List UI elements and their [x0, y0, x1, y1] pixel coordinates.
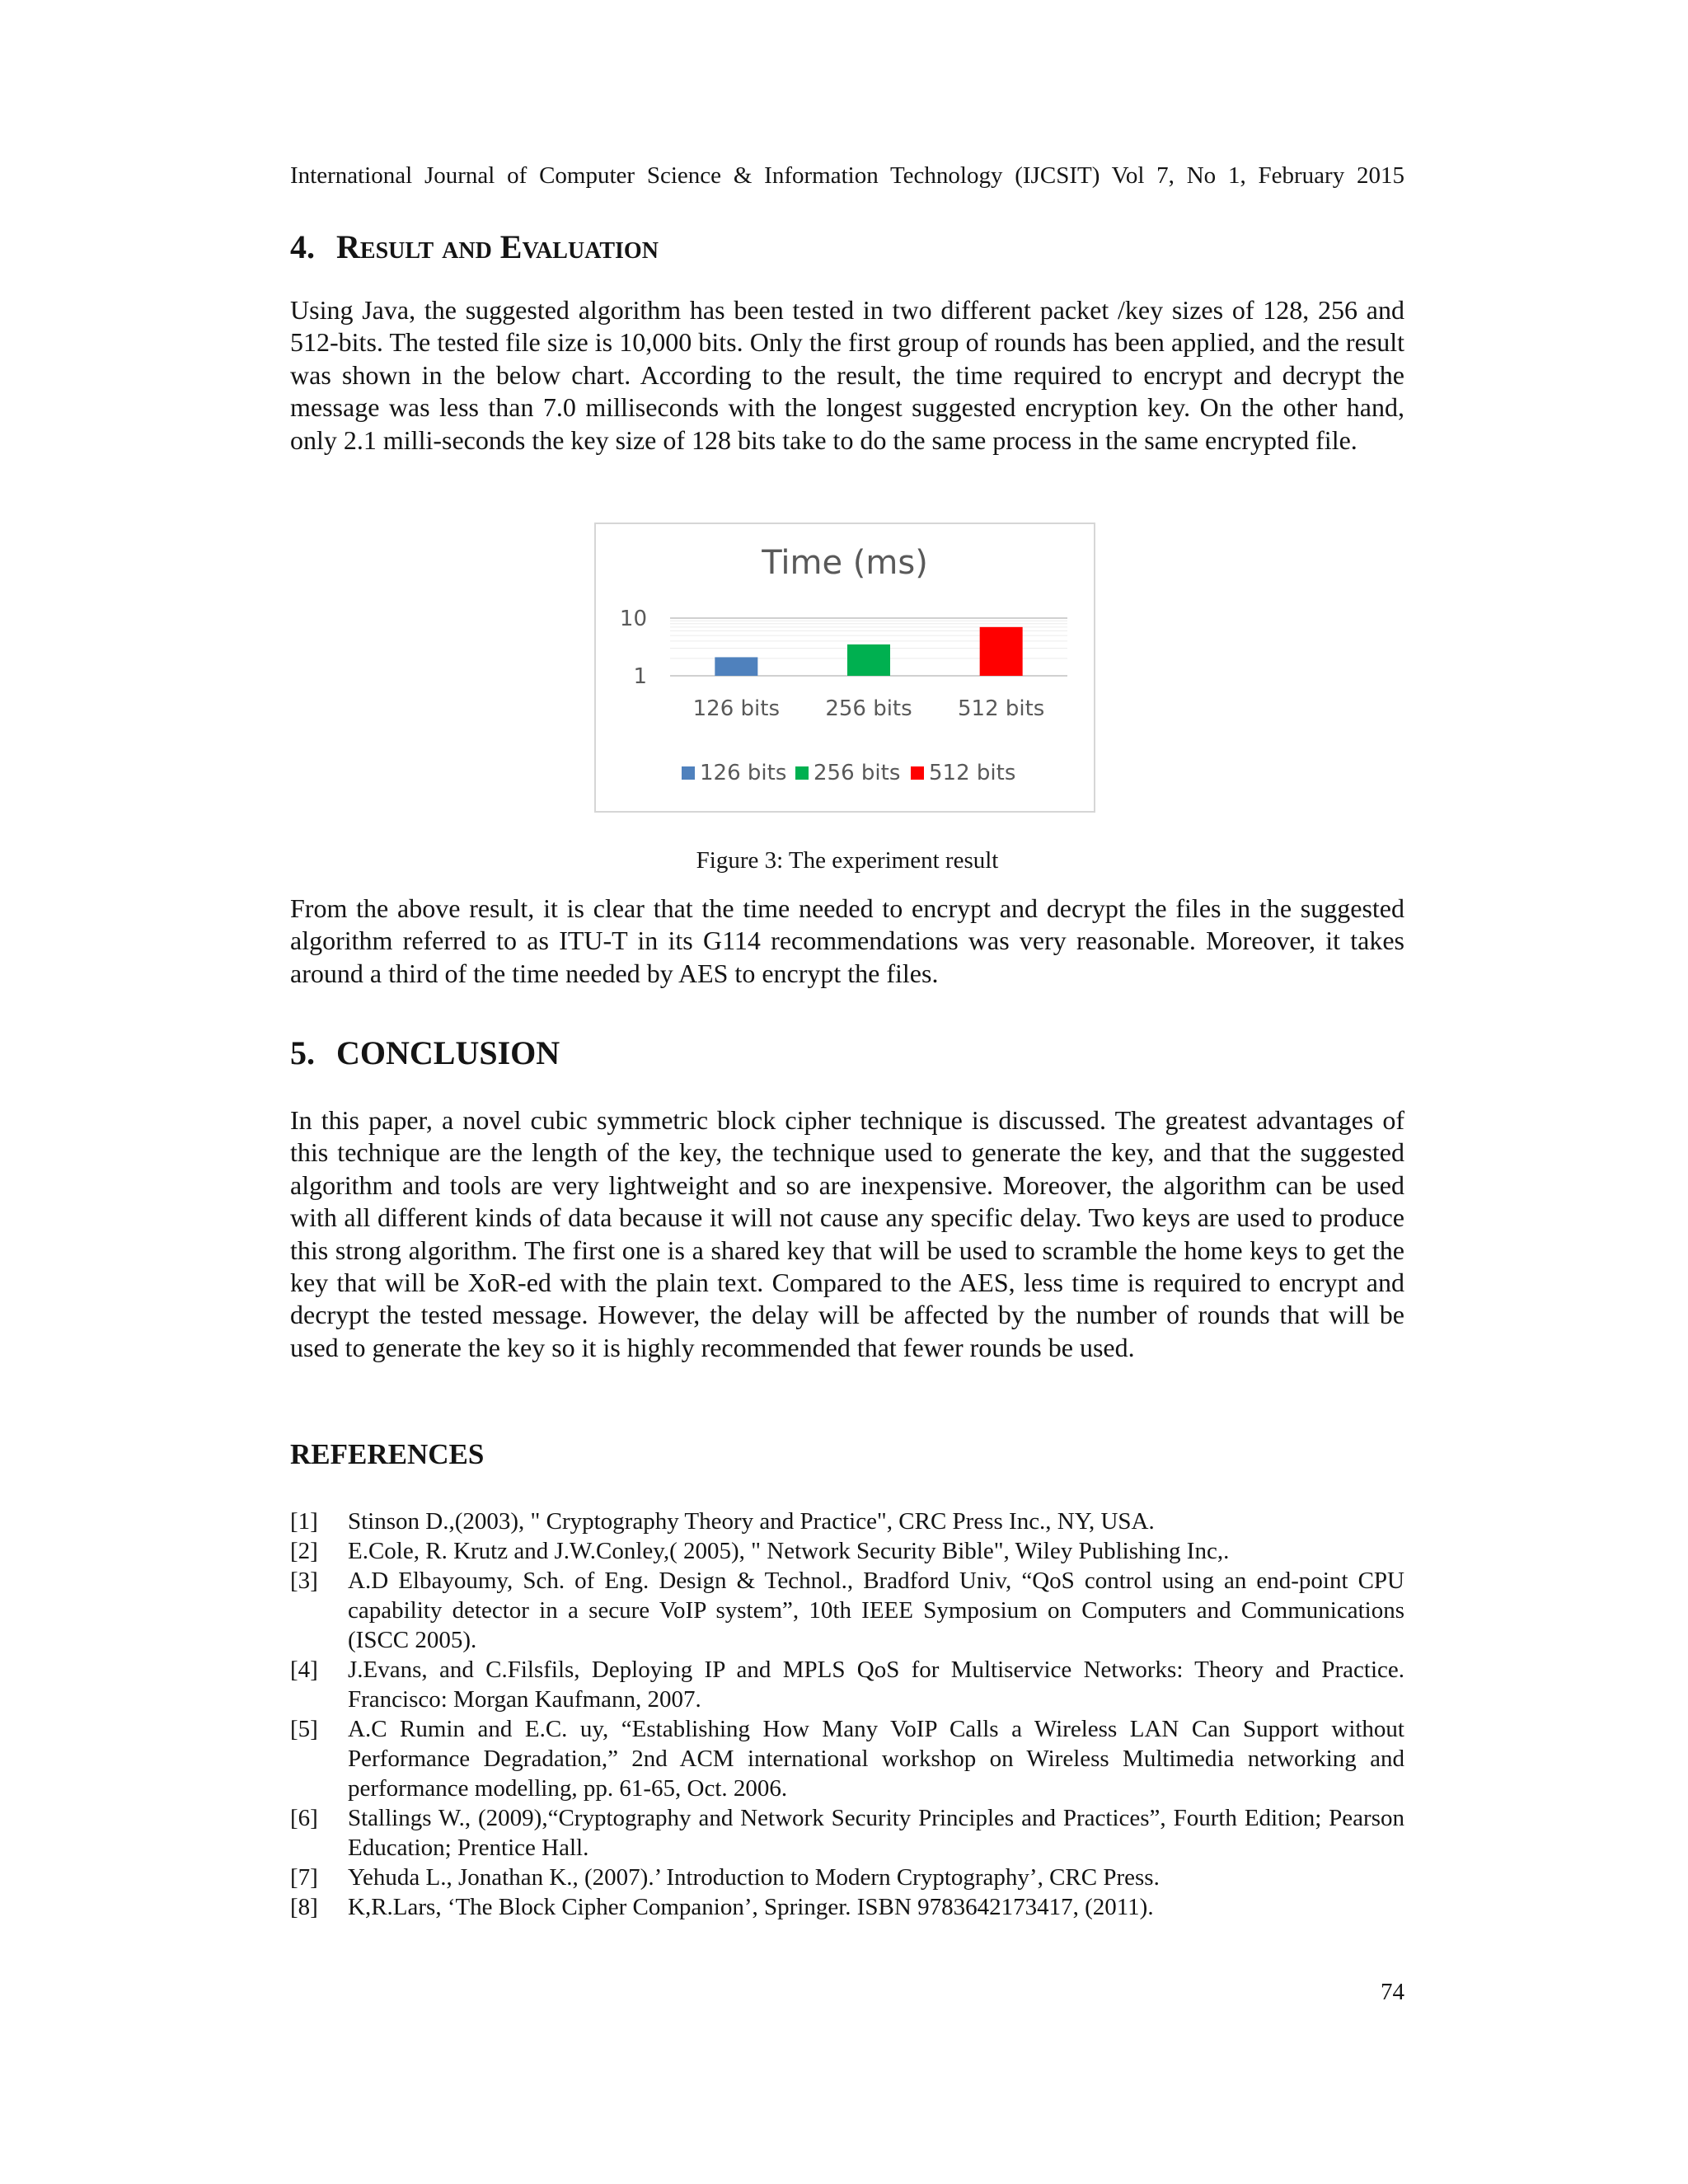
chart-x-label: 256 bits [825, 696, 912, 721]
section-5-heading [290, 1034, 560, 1072]
reference-item [290, 1863, 1404, 1892]
reference-text: J.Evans, and C.Filsfils, Deploying IP and MPLS QoS for Multiservice Networks: Theory and Practice. Francisco: Morgan Kaufmann, 2007. [348, 1657, 1404, 1713]
chart-svg [596, 524, 1094, 811]
chart-x-label: 126 bits [692, 696, 781, 721]
reference-number: [4] [290, 1657, 318, 1683]
reference-text: Stinson D.,(2003), " Cryptography Theory and Practice", CRC Press Inc., NY, USA. [348, 1508, 1155, 1535]
running-head: International Journal of Computer Science & Information Technology (IJCSIT) Vol 7, No 1, February 2015 [290, 162, 1404, 189]
reference-text: Stallings W., (2009),“Cryptography and Network Security Principles and Practices”, Fourth Edition; Pearson Education; Prentice Hall. [348, 1805, 1404, 1861]
chart-bar [847, 644, 890, 676]
chart-bars [715, 627, 1022, 676]
chart-legend-label: 512 bits [929, 761, 1016, 785]
reference-item [290, 1536, 1404, 1566]
section-4-title: Result and Evaluation [336, 228, 659, 265]
chart-legend-swatch [911, 766, 924, 780]
chart-bar [980, 627, 1023, 676]
reference-number: [1] [290, 1508, 318, 1535]
chart-legend [682, 761, 1015, 785]
page-number: 74 [1381, 1979, 1404, 2005]
section-4-paragraph-2: From the above result, it is clear that the time needed to encrypt and decrypt the files in the suggested algorithm referred to as ITU-T in its G114 recommendations was very reasonable. Moreover, it takes around a third of the time needed by AES to encrypt the files. [290, 893, 1404, 988]
section-5-paragraph: In this paper, a novel cubic symmetric block cipher technique is discussed. The greatest advantages of this technique are the length of the key, the technique used to generate the key, and that the suggested algorithm and tools are very lightweight and so are inexpensive. Moreover, the algorithm can be used with all different kinds of data because it will not cause any specific delay. Two keys are used to produce this strong algorithm. The first one is a shared key that will be used to scramble the home keys to get the key that will be XoR-ed with the plain text. Compared to the AES, less time is required to encrypt and decrypt the tested message. However, the delay will be affected by the number of rounds that will be used to generate the key so it is highly recommended that fewer rounds be used. [290, 1105, 1404, 1362]
chart-y-tick-label: 10 [619, 607, 647, 631]
chart-title: Time (ms) [762, 544, 928, 582]
reference-number: [2] [290, 1538, 318, 1564]
section-5-number: 5. [290, 1034, 315, 1071]
chart-bar [715, 657, 757, 676]
reference-number: [3] [290, 1568, 318, 1594]
section-4-heading [290, 228, 659, 266]
section-5-title: CONCLUSION [336, 1034, 560, 1071]
chart-legend-swatch [795, 766, 809, 780]
chart-y-tick-label: 1 [633, 664, 647, 689]
reference-item [290, 1714, 1404, 1803]
references-heading: REFERENCES [290, 1438, 485, 1470]
section-4-number: 4. [290, 228, 315, 265]
reference-text: A.D Elbayoumy, Sch. of Eng. Design & Technol., Bradford Univ, “QoS control using an end-point CPU capability detector in a secure VoIP system”, 10th IEEE Symposium on Computers and Communications (ISCC 2005). [348, 1568, 1404, 1653]
reference-text: A.C Rumin and E.C. uy, “Establishing How Many VoIP Calls a Wireless LAN Can Support without Performance Degradation,” 2nd ACM international workshop on Wireless Multimedia networking and performance modelling, pp. 61-65, Oct. 2006. [348, 1716, 1404, 1802]
reference-item [290, 1892, 1404, 1922]
reference-number: [6] [290, 1805, 318, 1831]
chart-y-ticks [620, 607, 647, 689]
reference-number: [8] [290, 1894, 318, 1920]
chart-legend-label: 256 bits [814, 761, 901, 785]
reference-number: [7] [290, 1864, 318, 1891]
reference-number: [5] [290, 1716, 318, 1742]
references-list [290, 1507, 1404, 1922]
chart-x-labels [693, 696, 1045, 721]
chart-x-label: 512 bits [957, 696, 1045, 721]
reference-text: K,R.Lars, ‘The Block Cipher Companion’, Springer. ISBN 9783642173417, (2011). [348, 1894, 1154, 1920]
figure-3-caption: Figure 3: The experiment result [696, 847, 999, 874]
chart-legend-label: 126 bits [700, 761, 787, 785]
figure-3-chart [594, 523, 1095, 813]
reference-item [290, 1803, 1404, 1863]
reference-item [290, 1655, 1404, 1714]
section-4-paragraph-1: Using Java, the suggested algorithm has been tested in two different packet /key sizes of 128, 256 and 512-bits. The tested file size is 10,000 bits. Only the first group of rounds has been applied, and the result was shown in the below chart. According to the result, the time required to encrypt and decrypt the message was less than 7.0 milliseconds with the longest suggested encryption key. On the other hand, only 2.1 milli-seconds the key size of 128 bits take to do the same process in the same encrypted file. [290, 295, 1404, 455]
reference-text: Yehuda L., Jonathan K., (2007).’ Introduction to Modern Cryptography’, CRC Press. [348, 1864, 1160, 1891]
reference-item [290, 1566, 1404, 1655]
chart-legend-swatch [682, 766, 695, 780]
reference-item [290, 1507, 1404, 1536]
reference-text: E.Cole, R. Krutz and J.W.Conley,( 2005), " Network Security Bible", Wiley Publishing Inc,. [348, 1538, 1230, 1564]
